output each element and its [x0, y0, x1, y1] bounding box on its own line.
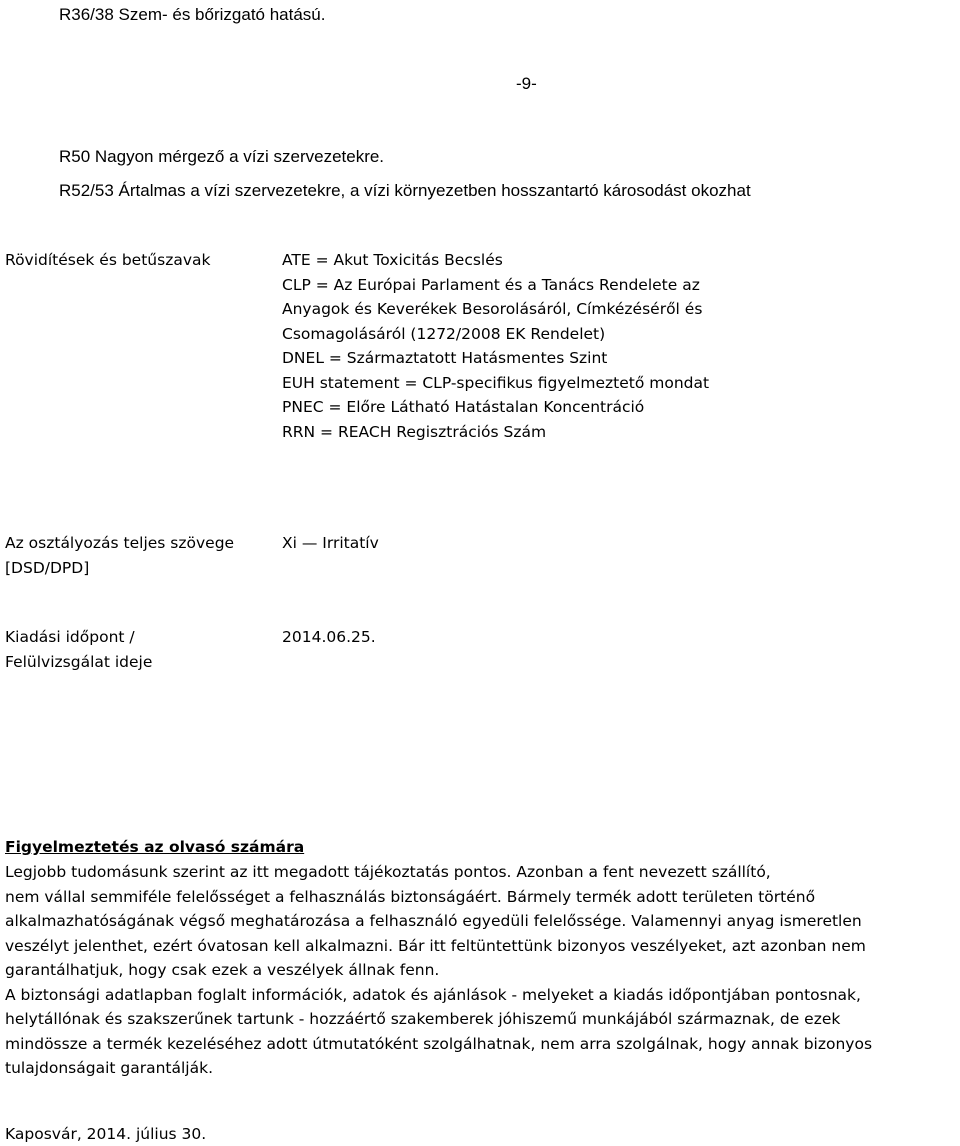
- warning-line: tulajdonságait garantálják.: [5, 1059, 214, 1077]
- abbreviations-label: Rövidítések és betűszavak: [5, 251, 211, 269]
- r3638-phrase: R36/38 Szem- és bőrizgató hatású.: [59, 5, 326, 24]
- abbreviation-line: CLP = Az Európai Parlament és a Tanács Rendelete az: [282, 275, 700, 294]
- issue-label: [5, 625, 152, 674]
- classification-label: [5, 531, 234, 580]
- abbreviation-line: RRN = REACH Regisztrációs Szám: [282, 422, 547, 441]
- classification-label-line: Az osztályozás teljes szövege: [5, 534, 235, 552]
- place-date: Kaposvár, 2014. július 30.: [5, 1125, 207, 1143]
- r50-phrase: R50 Nagyon mérgező a vízi szervezetekre.: [59, 147, 385, 166]
- warning-line: veszélyt jelenthet, ezért óvatosan kell alkalmazni. Bár itt feltüntettünk bizonyos veszélyeket, azt azonban nem: [5, 936, 866, 955]
- warning-body: [5, 860, 872, 1081]
- warning-line: A biztonsági adatlapban foglalt információk, adatok és ajánlások - melyeket a kiadás időpontjában pontosnak,: [5, 985, 861, 1004]
- abbreviation-line: DNEL = Származtatott Hatásmentes Szint: [282, 349, 608, 367]
- warning-line: garantálhatjuk, hogy csak ezek a veszélyek állnak fenn.: [5, 961, 440, 979]
- warning-line: alkalmazhatóságának végső meghatározása a felhasználó egyedüli felelőssége. Valamennyi anyag ismeretlen: [5, 912, 862, 930]
- warning-line: Legjobb tudomásunk szerint az itt megadott tájékoztatás pontos. Azonban a fent nevezett szállító,: [5, 863, 771, 881]
- warning-title: Figyelmeztetés az olvasó számára: [5, 838, 305, 856]
- issue-label-line: Kiadási időpont /: [5, 628, 135, 646]
- abbreviation-line: EUH statement = CLP-specifikus figyelmeztető mondat: [282, 373, 710, 392]
- abbreviation-line: Csomagolásáról (1272/2008 EK Rendelet): [282, 324, 606, 343]
- warning-line: helytállónak és szakszerűnek tartunk - hozzáértő szakemberek jóhiszemű munkájából származnak, de ezek: [5, 1010, 841, 1028]
- issue-date: 2014.06.25.: [282, 628, 376, 646]
- warning-line: nem vállal semmiféle felelősséget a felhasználás biztonságáért. Bármely termék adott területen történő: [5, 887, 816, 906]
- page-number: -9-: [516, 74, 537, 93]
- abbreviation-line: Anyagok és Keverékek Besorolásáról, Címkézéséről és: [282, 300, 703, 318]
- abbreviations-list: [282, 248, 709, 444]
- classification-value: Xi — Irritatív: [282, 534, 379, 552]
- abbreviation-line: ATE = Akut Toxicitás Becslés: [282, 251, 503, 269]
- r5253-phrase: R52/53 Ártalmas a vízi szervezetekre, a vízi környezetben hosszantartó károsodást okozhat: [59, 181, 751, 200]
- abbreviation-line: PNEC = Előre Látható Hatástalan Koncentráció: [282, 398, 645, 416]
- classification-label-line: [DSD/DPD]: [5, 558, 90, 577]
- issue-label-line: Felülvizsgálat ideje: [5, 652, 153, 671]
- warning-line: mindössze a termék kezeléséhez adott útmutatóként szolgálhatnak, nem arra szolgálnak, hogy annak bizonyos: [5, 1034, 873, 1053]
